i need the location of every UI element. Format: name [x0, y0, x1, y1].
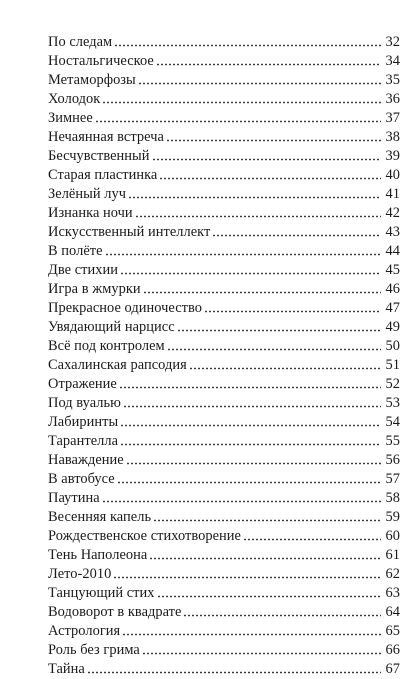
- toc-entry: [48, 337, 400, 356]
- toc-entry-page-number: 36: [385, 91, 400, 107]
- toc-entry: [48, 413, 400, 432]
- toc-entry-title: Нечаянная встреча: [48, 129, 164, 145]
- toc-entry-title: Сахалинская рапсодия: [48, 357, 187, 373]
- dot-leader: [119, 386, 381, 389]
- toc-entry-title: Весенняя капель: [48, 509, 152, 525]
- dot-leader: [117, 481, 381, 484]
- dot-leader: [138, 82, 381, 85]
- toc-entry: [48, 147, 400, 166]
- toc-entry: [48, 242, 400, 261]
- toc-entry: [48, 622, 400, 641]
- dot-leader: [189, 367, 381, 370]
- toc-entry-title: Роль без грима: [48, 642, 140, 658]
- toc-entry: [48, 90, 400, 109]
- dot-leader: [120, 272, 381, 275]
- toc-entry: [48, 128, 400, 147]
- dot-leader: [105, 253, 381, 256]
- toc-entry-title: Наваждение: [48, 452, 124, 468]
- toc-entry: [48, 52, 400, 71]
- dot-leader: [126, 462, 381, 465]
- toc-entry: [48, 261, 400, 280]
- dot-leader: [243, 538, 381, 541]
- toc-entry-page-number: 60: [385, 528, 400, 544]
- toc-entry: [48, 394, 400, 413]
- toc-entry: [48, 204, 400, 223]
- toc-entry-page-number: 44: [385, 243, 400, 259]
- dot-leader: [149, 557, 381, 560]
- toc-entry-title: Лето-2010: [48, 566, 112, 582]
- dot-leader: [166, 139, 381, 142]
- toc-entry-page-number: 42: [385, 205, 400, 221]
- dot-leader: [135, 215, 381, 218]
- toc-entry-page-number: 66: [385, 642, 400, 658]
- toc-entry: [48, 527, 400, 546]
- toc-entry-page-number: 58: [385, 490, 400, 506]
- toc-entry-title: Рождественское стихотворение: [48, 528, 241, 544]
- dot-leader: [87, 671, 381, 674]
- toc-entry-title: Прекрасное одиночество: [48, 300, 202, 316]
- toc-entry-title: Ностальгическое: [48, 53, 154, 69]
- toc-entry-title: Тайна: [48, 661, 85, 677]
- toc-entry-title: Изнанка ночи: [48, 205, 133, 221]
- toc-entry-page-number: 39: [385, 148, 400, 164]
- toc-entry: [48, 375, 400, 394]
- toc-entry: [48, 489, 400, 508]
- dot-leader: [114, 44, 381, 47]
- toc-entry: [48, 470, 400, 489]
- toc-entry-page-number: 40: [385, 167, 400, 183]
- toc-entry-title: Увядающий нарцисс: [48, 319, 175, 335]
- toc-entry: [48, 185, 400, 204]
- dot-leader: [113, 576, 381, 579]
- toc-entry: [48, 280, 400, 299]
- toc-entry: [48, 223, 400, 242]
- toc-entry-page-number: 50: [385, 338, 400, 354]
- toc-entry: [48, 546, 400, 565]
- dot-leader: [102, 101, 381, 104]
- dot-leader: [143, 291, 381, 294]
- dot-leader: [120, 443, 381, 446]
- toc-entry-page-number: 43: [385, 224, 400, 240]
- toc-entry-page-number: 54: [385, 414, 400, 430]
- toc-entry: [48, 299, 400, 318]
- toc-entry: [48, 508, 400, 527]
- toc-entry: [48, 641, 400, 660]
- dot-leader: [183, 614, 381, 617]
- toc-entry-page-number: 64: [385, 604, 400, 620]
- toc-entry-title: Под вуалью: [48, 395, 121, 411]
- dot-leader: [122, 633, 381, 636]
- toc-entry-page-number: 51: [385, 357, 400, 373]
- toc-entry-page-number: 65: [385, 623, 400, 639]
- toc-entry: [48, 318, 400, 337]
- dot-leader: [212, 234, 381, 237]
- toc-entry-title: Холодок: [48, 91, 101, 107]
- dot-leader: [152, 158, 382, 161]
- toc-entry-title: Зимнее: [48, 110, 93, 126]
- toc-entry-title: Астрология: [48, 623, 121, 639]
- toc-entry-title: Лабиринты: [48, 414, 119, 430]
- toc-entry-title: Паутина: [48, 490, 100, 506]
- toc-entry: [48, 356, 400, 375]
- toc-entry-title: Искусственный интеллект: [48, 224, 211, 240]
- toc-entry-title: В автобусе: [48, 471, 115, 487]
- toc-entry: [48, 565, 400, 584]
- toc-entry-page-number: 67: [385, 661, 400, 677]
- dot-leader: [95, 120, 381, 123]
- dot-leader: [123, 405, 381, 408]
- toc-entry: [48, 166, 400, 185]
- toc-entry-page-number: 61: [385, 547, 400, 563]
- toc-entry: [48, 584, 400, 603]
- toc-entry: [48, 660, 400, 679]
- toc-entry-page-number: 47: [385, 300, 400, 316]
- toc-entry-title: Тарантелла: [48, 433, 119, 449]
- dot-leader: [120, 424, 381, 427]
- dot-leader: [204, 310, 381, 313]
- toc-entry-page-number: 63: [385, 585, 400, 601]
- dot-leader: [156, 63, 381, 66]
- toc-entry-page-number: 52: [385, 376, 400, 392]
- toc-entry-page-number: 62: [385, 566, 400, 582]
- dot-leader: [157, 595, 381, 598]
- toc-entry-page-number: 59: [385, 509, 400, 525]
- toc-entry-title: По следам: [48, 34, 113, 50]
- toc-entry-title: Игра в жмурки: [48, 281, 141, 297]
- toc-entry: [48, 109, 400, 128]
- toc-entry-title: Бесчувственный: [48, 148, 150, 164]
- toc-entry-page-number: 49: [385, 319, 400, 335]
- toc-entry-title: Старая пластинка: [48, 167, 158, 183]
- toc-entry: [48, 603, 400, 622]
- toc-entry-page-number: 37: [385, 110, 400, 126]
- dot-leader: [177, 329, 381, 332]
- toc-entry-title: Водоворот в квадрате: [48, 604, 182, 620]
- toc-entry-page-number: 46: [385, 281, 400, 297]
- toc-entry-title: Отражение: [48, 376, 117, 392]
- dot-leader: [128, 196, 381, 199]
- toc-entry-page-number: 35: [385, 72, 400, 88]
- toc-entry-page-number: 57: [385, 471, 400, 487]
- dot-leader: [167, 348, 381, 351]
- toc-entry-page-number: 41: [385, 186, 400, 202]
- toc-entry: [48, 451, 400, 470]
- toc-entry-title: Метаморфозы: [48, 72, 136, 88]
- toc-entry-page-number: 55: [385, 433, 400, 449]
- dot-leader: [153, 519, 381, 522]
- dot-leader: [102, 500, 381, 503]
- toc-entry-title: Тень Наполеона: [48, 547, 148, 563]
- toc-entry-page-number: 45: [385, 262, 400, 278]
- toc-entry-title: Зелёный луч: [48, 186, 126, 202]
- dot-leader: [159, 177, 381, 180]
- toc-entry: [48, 33, 400, 52]
- toc-entry-title: Всё под контролем: [48, 338, 165, 354]
- dot-leader: [142, 652, 381, 655]
- toc-entry-page-number: 34: [385, 53, 400, 69]
- toc-entry-page-number: 32: [385, 34, 400, 50]
- table-of-contents: [48, 33, 400, 679]
- toc-entry: [48, 71, 400, 90]
- toc-entry-title: Две стихии: [48, 262, 118, 278]
- toc-entry-page-number: 38: [385, 129, 400, 145]
- toc-entry: [48, 432, 400, 451]
- toc-entry-page-number: 56: [385, 452, 400, 468]
- toc-entry-title: В полёте: [48, 243, 103, 259]
- toc-entry-page-number: 53: [385, 395, 400, 411]
- toc-entry-title: Танцующий стих: [48, 585, 155, 601]
